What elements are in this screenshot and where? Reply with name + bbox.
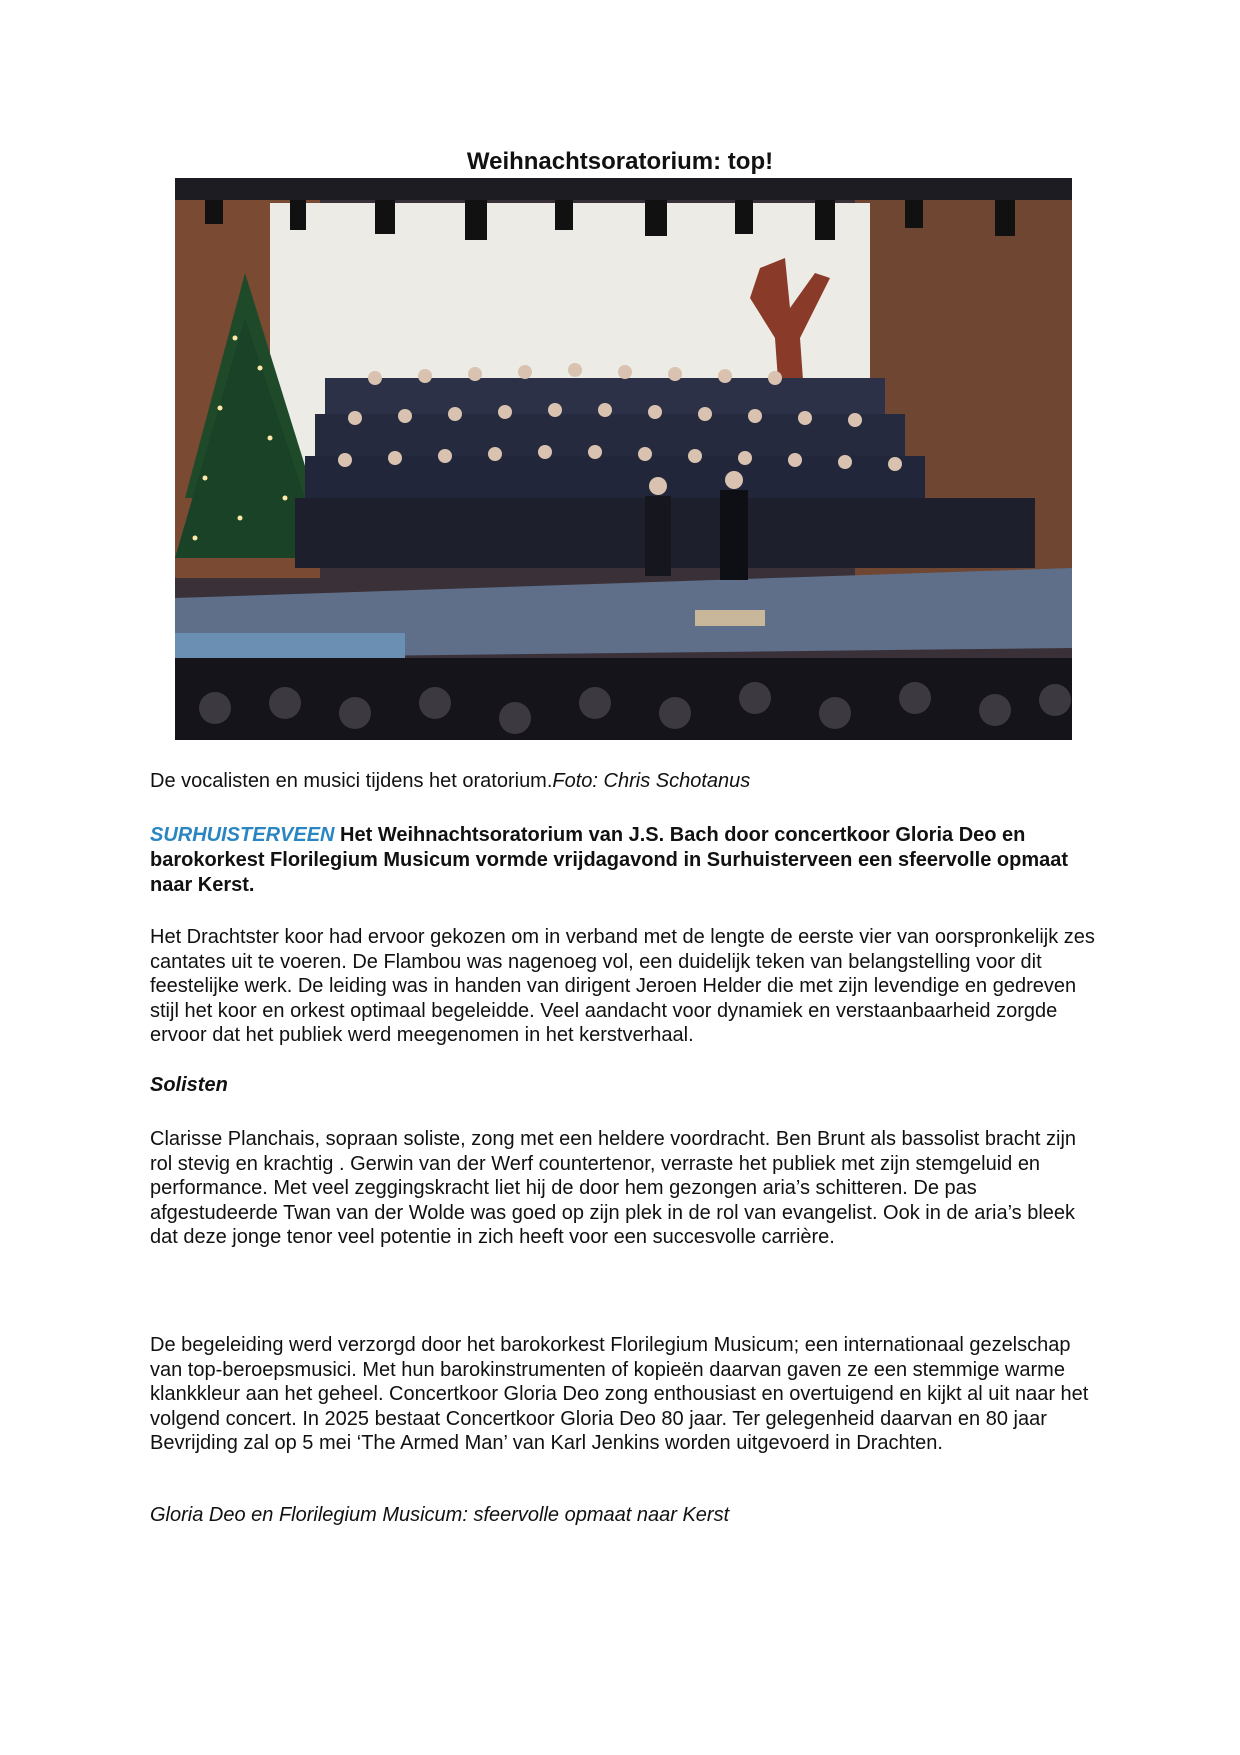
lead-text: Het Weihnachtsoratorium van J.S. Bach door concertkoor Gloria Deo en barokorkest Florilegium Musicum vormde vrijdagavond in Surhuisterveen een sfeervolle opmaat naar Kerst. (150, 824, 1069, 896)
subheading-solisten: Solisten (150, 1074, 228, 1096)
body-paragraph-3: De begeleiding werd verzorgd door het barokorkest Florilegium Musicum; een internationaal gezelschap van top-beroepsmusici. Met hun barokinstrumenten of kopieën daarvan gaven ze een stemmige warme klankkleur aan het geheel. Concertkoor Gloria Deo zong enthousiast en overtuigend en kijkt al uit naar het volgend concert. In 2025 bestaat Concertkoor Gloria Deo 80 jaar. Ter gelegenheid daarvan en 80 jaar Bevrijding zal op 5 mei ‘The Armed Man’ van Karl Jenkins worden uitgevoerd in Drachten. (150, 1334, 1089, 1454)
body-paragraph-1: Het Drachtster koor had ervoor gekozen om in verband met de lengte de eerste vier van oorspronkelijk zes cantates uit te voeren. De Flambou was nagenoeg vol, een duidelijk teken van belangstelling voor dit feestelijke werk. De leiding was in handen van dirigent Jeroen Helder die met zijn levendige en gedreven stijl het koor en orkest optimaal begeleidde. Veel aandacht voor dynamiek en verstaanbaarheid zorgde ervoor dat het publiek werd meegenomen in het kerstverhaal. (150, 926, 1095, 1046)
article-lead (150, 823, 1090, 898)
concert-photo-illustration (175, 178, 1072, 740)
photo-credit: Foto: Chris Schotanus (552, 770, 751, 792)
dateline: SURHUISTERVEEN (150, 824, 335, 846)
concert-photo (175, 178, 1072, 740)
body-paragraph-2: Clarisse Planchais, sopraan soliste, zong met een heldere voordracht. Ben Brunt als bassolist bracht zijn rol stevig en krachtig . Gerwin van der Werf countertenor, verraste het publiek met zijn stemgeluid en performance. Met veel zeggingskracht liet hij de door hem gezongen aria’s schitteren. De pas afgestudeerde Twan van der Wolde was goed op zijn plek in de rol van evangelist. Ook in de aria’s bleek dat deze jonge tenor veel potentie in zich heeft voor een succesvolle carrière. (150, 1128, 1077, 1248)
caption-text: De vocalisten en musici tijdens het oratorium. (150, 770, 553, 792)
closing-line: Gloria Deo en Florilegium Musicum: sfeervolle opmaat naar Kerst (150, 1504, 730, 1526)
photo-caption (150, 770, 750, 793)
article-title: Weihnachtsoratorium: top! (466, 148, 774, 175)
